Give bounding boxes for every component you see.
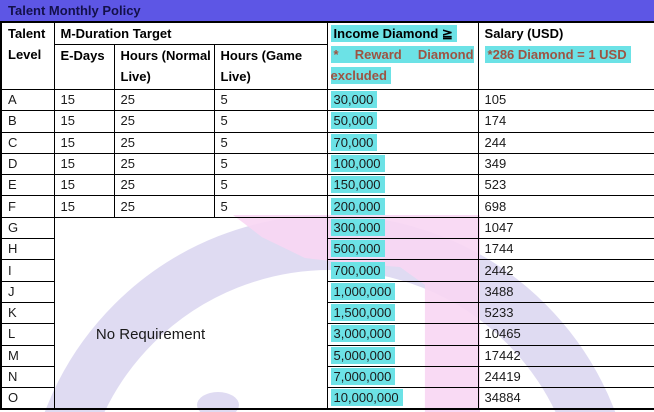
salary-note [485, 44, 653, 65]
header-talent-level: Talent Level [1, 22, 54, 90]
level-cell: C [1, 132, 54, 153]
level-cell: B [1, 111, 54, 132]
salary-cell: 3488 [478, 281, 654, 302]
income-cell [327, 90, 478, 111]
income-value: 150,000 [331, 176, 385, 193]
salary-cell: 244 [478, 132, 654, 153]
salary-cell: 2442 [478, 260, 654, 281]
income-note-text: * Reward Diamond excluded [330, 47, 474, 83]
header-row-1 [1, 22, 654, 45]
no-requirement-cell [54, 217, 327, 409]
salary-cell: 10465 [478, 324, 654, 345]
header-m-duration-target: M-Duration Target [54, 22, 327, 45]
salary-label: Salary (USD) [484, 26, 564, 41]
edays-cell: 15 [54, 196, 114, 217]
income-cell [327, 111, 478, 132]
level-cell: O [1, 388, 54, 410]
income-cell [327, 281, 478, 302]
level-cell: G [1, 217, 54, 238]
level-cell: L [1, 324, 54, 345]
level-cell: F [1, 196, 54, 217]
hours-game-cell: 5 [214, 111, 327, 132]
hours-game-cell: 5 [214, 196, 327, 217]
table-row-e [1, 175, 654, 196]
edays-cell: 15 [54, 153, 114, 174]
income-value: 70,000 [331, 134, 378, 151]
income-cell [327, 366, 478, 387]
salary-cell: 1047 [478, 217, 654, 238]
hours-normal-cell: 25 [114, 111, 214, 132]
talent-policy-table [0, 21, 654, 410]
edays-cell: 15 [54, 132, 114, 153]
hours-game-cell: 5 [214, 90, 327, 111]
income-cell [327, 239, 478, 260]
income-value: 1,000,000 [331, 283, 396, 300]
level-cell: M [1, 345, 54, 366]
salary-cell: 24419 [478, 366, 654, 387]
income-value: 30,000 [331, 91, 378, 108]
salary-cell: 5233 [478, 302, 654, 323]
income-cell [327, 324, 478, 345]
table-row-g [1, 217, 654, 238]
income-value: 3,000,000 [331, 325, 396, 342]
level-cell: E [1, 175, 54, 196]
level-cell: H [1, 239, 54, 260]
salary-cell: 698 [478, 196, 654, 217]
level-cell: I [1, 260, 54, 281]
income-value: 7,000,000 [331, 368, 396, 385]
salary-cell: 34884 [478, 388, 654, 410]
level-cell: K [1, 302, 54, 323]
income-cell [327, 153, 478, 174]
no-requirement-label: No Requirement [95, 325, 206, 343]
income-value: 50,000 [331, 112, 378, 129]
income-cell [327, 132, 478, 153]
header-e-days: E-Days [54, 45, 114, 90]
income-cell [327, 196, 478, 217]
hours-normal-cell: 25 [114, 153, 214, 174]
salary-cell: 1744 [478, 239, 654, 260]
salary-cell: 349 [478, 153, 654, 174]
hours-game-cell: 5 [214, 175, 327, 196]
hours-normal-cell: 25 [114, 90, 214, 111]
income-value: 700,000 [331, 262, 385, 279]
header-hours-normal: Hours (Normal Live) [114, 45, 214, 90]
table-row-f [1, 196, 654, 217]
edays-cell: 15 [54, 175, 114, 196]
edays-cell: 15 [54, 111, 114, 132]
income-value: 500,000 [331, 240, 385, 257]
income-value: 100,000 [331, 155, 385, 172]
income-value: 200,000 [331, 198, 385, 215]
income-value: 1,500,000 [331, 304, 396, 321]
page-title: Talent Monthly Policy [8, 3, 141, 18]
salary-cell: 174 [478, 111, 654, 132]
table-row-b [1, 111, 654, 132]
hours-game-cell: 5 [214, 132, 327, 153]
level-cell: N [1, 366, 54, 387]
header-salary [478, 22, 654, 90]
income-diamond-label: Income Diamond ≧ [331, 25, 457, 42]
level-cell: A [1, 90, 54, 111]
hours-normal-cell: 25 [114, 196, 214, 217]
income-value: 5,000,000 [331, 347, 396, 364]
edays-cell: 15 [54, 90, 114, 111]
salary-cell: 17442 [478, 345, 654, 366]
level-cell: J [1, 281, 54, 302]
level-cell: D [1, 153, 54, 174]
table-row-c [1, 132, 654, 153]
header-hours-game: Hours (Game Live) [214, 45, 327, 90]
income-cell [327, 260, 478, 281]
income-cell [327, 217, 478, 238]
table-row-d [1, 153, 654, 174]
hours-normal-cell: 25 [114, 175, 214, 196]
header-income-diamond [327, 22, 478, 90]
title-bar [0, 0, 654, 21]
income-note [331, 44, 474, 86]
income-cell [327, 388, 478, 410]
salary-note-text: *286 Diamond = 1 USD [485, 46, 631, 63]
hours-normal-cell: 25 [114, 132, 214, 153]
table-row-a [1, 90, 654, 111]
salary-cell: 105 [478, 90, 654, 111]
income-cell [327, 345, 478, 366]
income-cell [327, 302, 478, 323]
income-cell [327, 175, 478, 196]
income-value: 300,000 [331, 219, 385, 236]
hours-game-cell: 5 [214, 153, 327, 174]
income-value: 10,000,000 [331, 389, 403, 406]
salary-cell: 523 [478, 175, 654, 196]
